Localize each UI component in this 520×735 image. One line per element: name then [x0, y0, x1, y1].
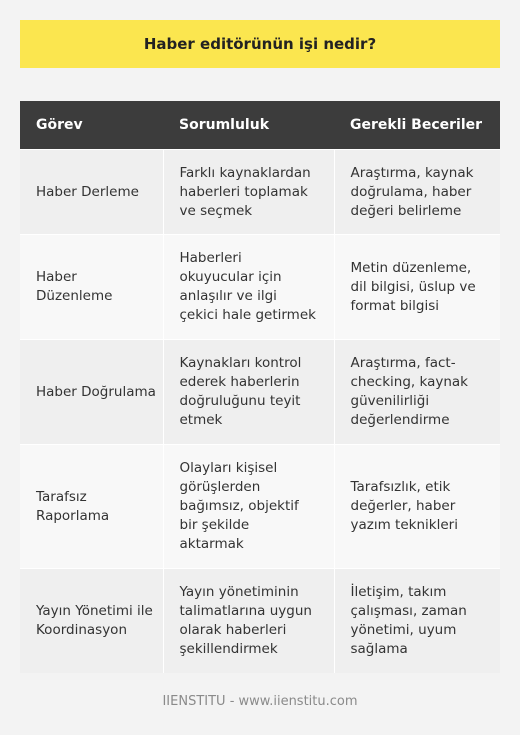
page-title: Haber editörünün işi nedir?: [143, 35, 377, 53]
duties-table: [20, 101, 500, 673]
table-row: [20, 235, 500, 340]
column-header-responsibility: Sorumluluk: [163, 101, 334, 150]
skills-cell: Araştırma, kaynak doğrulama, haber değeri belirleme: [334, 150, 500, 235]
skills-cell: Araştırma, fact-checking, kaynak güvenilirliği değerlendirme: [334, 340, 500, 445]
task-cell: Haber Düzenleme: [20, 235, 163, 340]
table-row: [20, 150, 500, 235]
task-cell: Haber Derleme: [20, 150, 163, 235]
responsibility-cell: Kaynakları kontrol ederek haberlerin doğruluğunu teyit etmek: [163, 340, 334, 445]
column-header-skills: Gerekli Beceriler: [334, 101, 500, 150]
task-cell: Yayın Yönetimi ile Koordinasyon: [20, 569, 163, 673]
table-header-row: [20, 101, 500, 150]
responsibility-cell: Yayın yönetiminin talimatlarına uygun olarak haberleri şekillendirmek: [163, 569, 334, 673]
skills-cell: Metin düzenleme, dil bilgisi, üslup ve format bilgisi: [334, 235, 500, 340]
responsibility-cell: Olayları kişisel görüşlerden bağımsız, objektif bir şekilde aktarmak: [163, 445, 334, 569]
table-row: [20, 445, 500, 569]
table-row: [20, 569, 500, 673]
footer-credit: IIENSTITU - www.iienstitu.com: [162, 694, 358, 709]
skills-cell: Tarafsızlık, etik değerler, haber yazım teknikleri: [334, 445, 500, 569]
title-banner: [20, 20, 500, 68]
skills-cell: İletişim, takım çalışması, zaman yönetimi, uyum sağlama: [334, 569, 500, 673]
task-cell: Haber Doğrulama: [20, 340, 163, 445]
column-header-task: Görev: [20, 101, 163, 150]
responsibility-cell: Haberleri okuyucular için anlaşılır ve ilgi çekici hale getirmek: [163, 235, 334, 340]
responsibility-cell: Farklı kaynaklardan haberleri toplamak ve seçmek: [163, 150, 334, 235]
table-row: [20, 340, 500, 445]
task-cell: Tarafsız Raporlama: [20, 445, 163, 569]
